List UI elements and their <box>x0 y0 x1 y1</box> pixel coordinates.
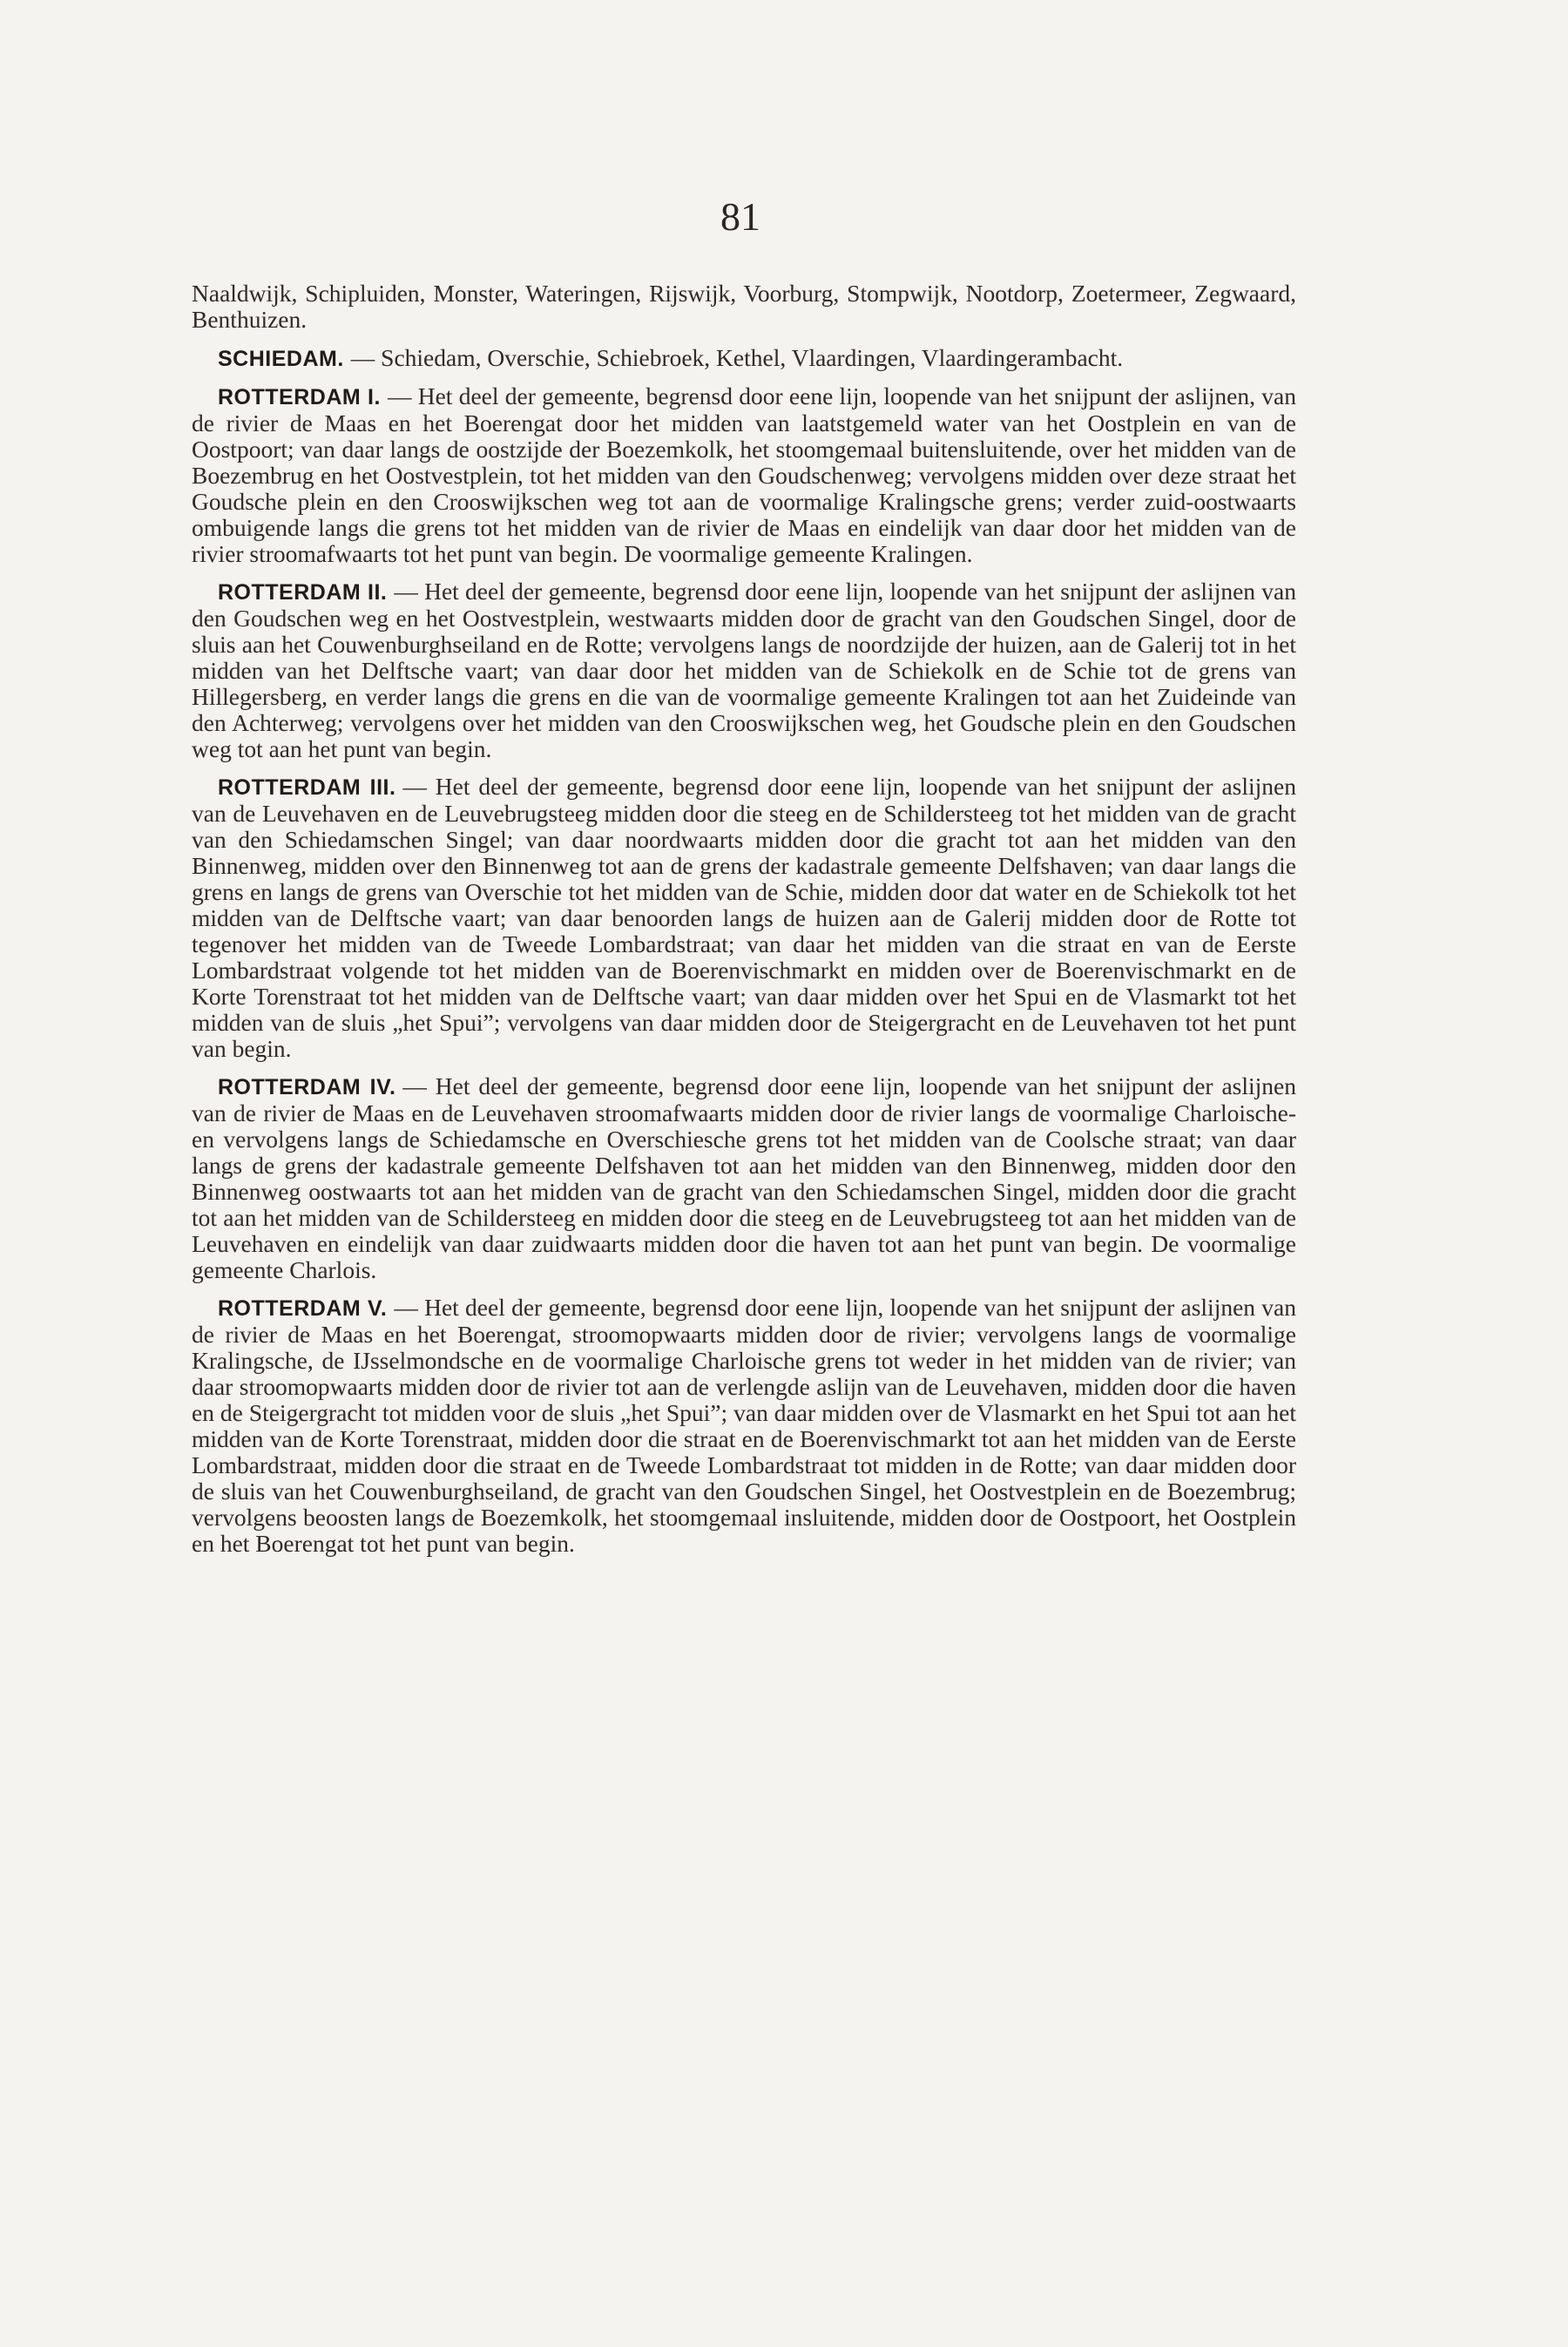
body-text <box>192 281 1296 1568</box>
paragraph-text: Naaldwijk, Schipluiden, Monster, Wateringen, Rijswijk, Voorburg, Stompwijk, Nootdorp, Zoetermeer, Zegwaard, Benthuizen. <box>192 280 1296 333</box>
paragraph-intro <box>192 281 1296 333</box>
paragraph-text: — Het deel der gemeente, begrensd door eene lijn, loopende van het snijpunt der aslijnen van de Leuvehaven en de Leuvebrugsteeg midden door die steeg en de Schildersteeg tot het midden van de gracht van den Schiedamschen Singel; van daar noordwaarts midden door die gracht tot aan het midden van den Binnenweg, midden over den Binnenweg tot aan de grens der kadastrale gemeente Delfshaven; van daar langs die grens en langs de grens van Overschie tot het midden van de Schie, midden door dat water en de Schiekolk tot het midden van de Delftsche vaart; van daar benoorden langs de huizen aan de Galerij midden door de Rotte tot tegenover het midden van de Tweede Lombardstraat; van daar het midden van die straat en van de Eerste Lombardstraat volgende tot het midden van de Boerenvischmarkt en midden over de Boerenvischmarkt en de Korte Torenstraat tot het midden van de Delftsche vaart; van daar midden over het Spui en de Vlasmarkt tot het midden van de sluis „het Spui”; vervolgens van daar midden door de Steigergracht en de Leuvehaven tot het punt van begin. <box>192 773 1296 1062</box>
paragraph-rotterdam-2 <box>192 578 1296 762</box>
district-heading: ROTTERDAM III. <box>218 775 396 800</box>
paragraph-rotterdam-3 <box>192 774 1296 1062</box>
district-heading: ROTTERDAM V. <box>218 1296 388 1321</box>
district-heading: ROTTERDAM IV. <box>218 1075 396 1099</box>
district-heading: ROTTERDAM I. <box>218 385 381 409</box>
paragraph-text: — Het deel der gemeente, begrensd door eene lijn, loopende van het snijpunt der aslijnen, van de rivier de Maas en het Boerengat door het midden van laatstgemeld water van het Oostplein en van de Oostpoort; van daar langs de oostzijde der Boezemkolk, het stoomgemaal buitensluitende, over het midden van de Boezembrug en het Oostvestplein, tot het midden van den Goudschenweg; vervolgens midden over deze straat het Goudsche plein en den Crooswijkschen weg tot aan de voormalige Kralingsche grens; verder zuid-oostwaarts ombuigende langs die grens tot het midden van de rivier de Maas en eindelijk van daar door het midden van de rivier stroomafwaarts tot het punt van begin. De voormalige gemeente Kralingen. <box>192 382 1296 567</box>
district-heading: SCHIEDAM. <box>218 347 344 371</box>
paragraph-rotterdam-5 <box>192 1295 1296 1557</box>
paragraph-text: — Het deel der gemeente, begrensd door eene lijn, loopende van het snijpunt der aslijnen van de rivier de Maas en het Boerengat, stroomopwaarts midden door de rivier; vervolgens langs de voormalige Kralingsche, de IJsselmondsche en de voormalige Charloische grens tot weder in het midden van de rivier; van daar stroomopwaarts midden door de rivier tot aan de verlengde aslijn van de Leuvehaven, midden door die haven en de Steigergracht tot midden voor de sluis „het Spui”; van daar midden over de Vlasmarkt en het Spui tot aan het midden van de Korte Torenstraat, midden door die straat en de Boerenvischmarkt tot aan het midden van de Eerste Lombardstraat, midden door die straat en de Tweede Lombardstraat tot midden in de Rotte; van daar midden door de sluis van het Couwenburghseiland, de gracht van den Goudschen Singel, het Oostvestplein en de Boezembrug; vervolgens beoosten langs de Boezemkolk, het stoomgemaal insluitende, midden door de Oostpoort, het Oostplein en het Boerengat tot het punt van begin. <box>192 1294 1296 1557</box>
district-heading: ROTTERDAM II. <box>218 580 388 605</box>
paragraph-text: — Schiedam, Overschie, Schiebroek, Kethel, Vlaardingen, Vlaardingerambacht. <box>350 344 1124 371</box>
paragraph-rotterdam-4 <box>192 1073 1296 1283</box>
paragraph-text: — Het deel der gemeente, begrensd door eene lijn, loopende van het snijpunt der aslijnen van den Goudschen weg en het Oostvestplein, westwaarts midden door de gracht van den Goudschen Singel, door de sluis aan het Couwenburghseiland en de Rotte; vervolgens langs de noordzijde der huizen, aan de Galerij tot in het midden van het Delftsche vaart; van daar door het midden van de Schiekolk en de Schie tot de grens van Hillegersberg, en verder langs die grens en die van de voormalige gemeente Kralingen tot aan het Zuideinde van den Achterweg; vervolgens over het midden van den Crooswijkschen weg, het Goudsche plein en den Goudschen weg tot aan het punt van begin. <box>192 578 1296 762</box>
page-number: 81 <box>720 194 760 239</box>
paragraph-schiedam <box>192 345 1296 372</box>
paragraph-rotterdam-1 <box>192 383 1296 567</box>
paragraph-text: — Het deel der gemeente, begrensd door eene lijn, loopende van het snijpunt der aslijnen van de rivier de Maas en de Leuvehaven stroomafwaarts midden door de rivier langs de voormalige Charloische- en vervolgens langs de Schiedamsche en Overschiesche grens tot het midden van de Coolsche straat; van daar langs de grens der kadastrale gemeente Delfshaven tot aan het midden van den Binnenweg, midden door den Binnenweg oostwaarts tot aan het midden van de gracht van den Schiedamschen Singel, midden door die gracht tot aan het midden van de Schildersteeg en midden door die steeg en de Leuvebrugsteeg tot aan het midden van de Leuvehaven en eindelijk van daar zuidwaarts midden door die haven tot aan het punt van begin. De voormalige gemeente Charlois. <box>192 1072 1296 1283</box>
